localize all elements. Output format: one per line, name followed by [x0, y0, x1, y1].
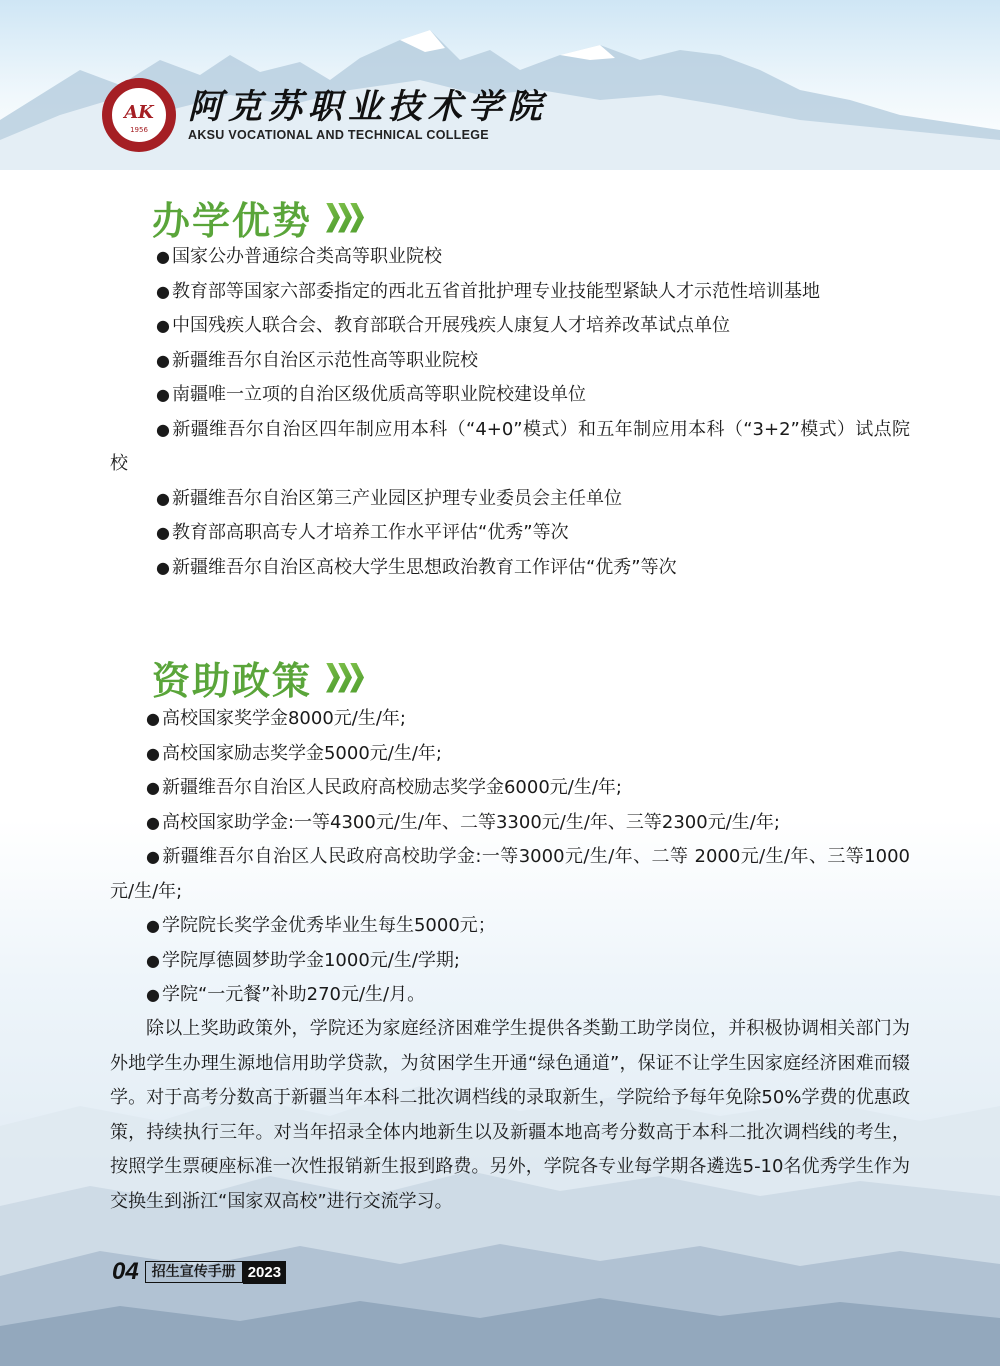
advantages-title: 办学优势	[152, 199, 313, 243]
college-header	[104, 80, 548, 150]
section-title-aid	[152, 650, 362, 705]
logo-year: 1956	[130, 126, 148, 134]
list-item: ● 新疆维吾尔自治区人民政府高校助学金:一等3000元/生/年、二等 2000元/生/年、三等1000元/生/年;	[110, 846, 910, 902]
list-item: ● 中国残疾人联合会、教育部联合开展残疾人康复人才培养改革试点单位	[156, 315, 730, 336]
list-item: ● 新疆维吾尔自治区第三产业园区护理专业委员会主任单位	[156, 487, 622, 509]
aid-list	[110, 702, 910, 1013]
college-name-cn: 阿克苏职业技术学院	[188, 87, 548, 127]
aid-title: 资助政策	[152, 659, 313, 703]
brochure-label: 招生宣传手册	[145, 1261, 243, 1283]
list-item: ● 国家公办普通综合类高等职业院校	[156, 246, 442, 267]
brochure-year: 2023	[243, 1261, 286, 1284]
list-item: ● 教育部高职高专人才培养工作水平评估“优秀”等次	[156, 522, 569, 543]
list-item: ● 新疆维吾尔自治区示范性高等职业院校	[156, 349, 478, 371]
list-item: ● 学院“一元餐”补助270元/生/月。	[146, 984, 426, 1005]
advantages-list	[110, 240, 910, 585]
list-item: ● 新疆维吾尔自治区人民政府高校励志奖学金6000元/生/年;	[146, 777, 622, 798]
list-item: ● 高校国家励志奖学金5000元/生/年;	[146, 742, 442, 764]
section-title-advantages	[152, 190, 362, 245]
page-number: 04	[112, 1258, 139, 1285]
college-name-en: AKSU VOCATIONAL AND TECHNICAL COLLEGE	[188, 128, 489, 142]
list-item: ● 新疆维吾尔自治区高校大学生思想政治教育工作评估“优秀”等次	[156, 556, 677, 578]
list-item: ● 教育部等国家六部委指定的西北五省首批护理专业技能型紧缺人才示范性培训基地	[156, 280, 820, 302]
list-item: ● 南疆唯一立项的自治区级优质高等职业院校建设单位	[156, 384, 586, 405]
list-item: ● 新疆维吾尔自治区四年制应用本科（“4+0”模式）和五年制应用本科（“3+2”模式）试点院校	[110, 418, 910, 474]
college-seal-logo: AK 1956	[104, 80, 174, 150]
chevron-right-icon	[326, 203, 362, 233]
list-item: ● 学院厚德圆梦助学金1000元/生/学期;	[146, 949, 460, 971]
list-item: ● 学院院长奖学金优秀毕业生每生5000元；	[146, 915, 496, 936]
chevron-right-icon	[326, 663, 362, 693]
list-item: ● 高校国家助学金:一等4300元/生/年、二等3300元/生/年、三等2300元/生/年;	[146, 811, 780, 833]
aid-paragraph: 除以上奖助政策外，学院还为家庭经济困难学生提供各类勤工助学岗位，并积极协调相关部门为外地学生办理生源地信用助学贷款，为贫困学生开通“绿色通道”，保证不让学生因家庭经济困难而辍学。对于高考分数高于新疆当年本科二批次调档线的录取新生，学院给予每年免除50%学费的优惠政策，持续执行三年。对当年招录全体内地新生以及新疆本地高考分数高于本科二批次调档线的考生，按照学生票硬座标准一次性报销新生报到路费。另外，学院各专业每学期各遴选5-10名优秀学生作为交换生到浙江“国家双高校”进行交流学习。	[110, 1018, 910, 1212]
list-item: ● 高校国家奖学金8000元/生/年;	[146, 708, 406, 729]
page-footer	[112, 1258, 286, 1286]
